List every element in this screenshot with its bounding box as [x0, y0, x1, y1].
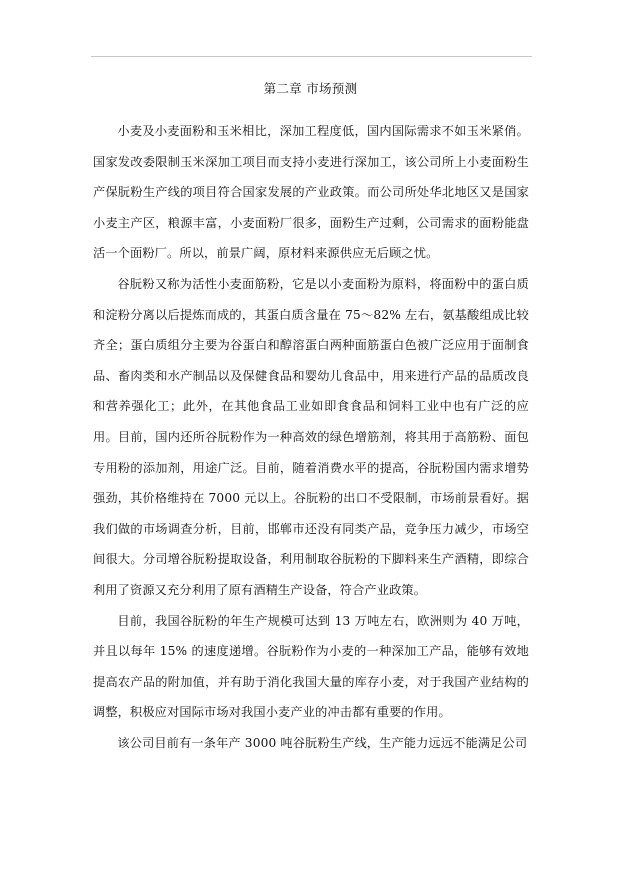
document-body — [93, 116, 529, 758]
chapter-title: 第二章 市场预测 — [263, 81, 358, 96]
paragraph-production-scale: 目前，我国谷朊粉的年生产规模可达到 13 万吨左右，欧洲则为 40 万吨，并且以每年 15% 的速度递增。谷朊粉作为小麦的一种深加工产品，能够有效地提高农产品的附加值，并有助于消化我国大量的库存小麦，对于我国产业结构的调整，积极应对国际市场对我国小麦产业的冲击都有重要的作用。 — [93, 613, 529, 720]
paragraph-company-capacity: 该公司目前有一条年产 3000 吨谷朊粉生产线，生产能力远远不能满足公司 — [117, 735, 528, 750]
header-divider — [91, 56, 532, 57]
paragraph-gluten-description: 谷朊粉又称为活性小麦面筋粉，它是以小麦面粉为原料，将面粉中的蛋白质和淀粉分离以后提炼而成的，其蛋白质含量在 75～82% 左右，氨基酸组成比较齐全；蛋白质组分主要为谷蛋白和醇溶蛋白两种面筋蛋白色被广泛应用于面制食品、畜肉类和水产制品以及保健食品和婴幼儿食品中，用来进行产品的品质改良和营养强化工；此外，在其他食品工业如即食食品和饲料工业中也有广泛的应用。目前，国内还所谷朊粉作为一种高效的绿色增筋剂，将其用于高筋粉、面包专用粉的添加剂，用途广泛。目前，随着消费水平的提高，谷朊粉国内需求增势强劲，其价格维持在 7000 元以上。谷朊粉的出口不受限制，市场前景看好。据我们做的市场调查分析，目前，邯郸市还没有同类产品，竞争压力减少，市场空间很大。分司增谷朊粉提取设备，利用制取谷朊粉的下脚料来生产酒精，即综合利用了资源又充分利用了原有酒精生产设备，符合产业政策。 — [93, 276, 529, 597]
paragraph-market-overview: 小麦及小麦面粉和玉米相比，深加工程度低，国内国际需求不如玉米紧俏。国家发改委限制玉米深加工项目而支持小麦进行深加工，该公司所上小麦面粉生产保朊粉生产线的项目符合国家发展的产业政策。而公司所处华北地区又是国家小麦主产区，粮源丰富，小麦面粉厂很多，面粉生产过剩，公司需求的面粉能盘活一个面粉厂。所以，前景广阔，原材料来源供应无后顾之忧。 — [93, 124, 529, 261]
